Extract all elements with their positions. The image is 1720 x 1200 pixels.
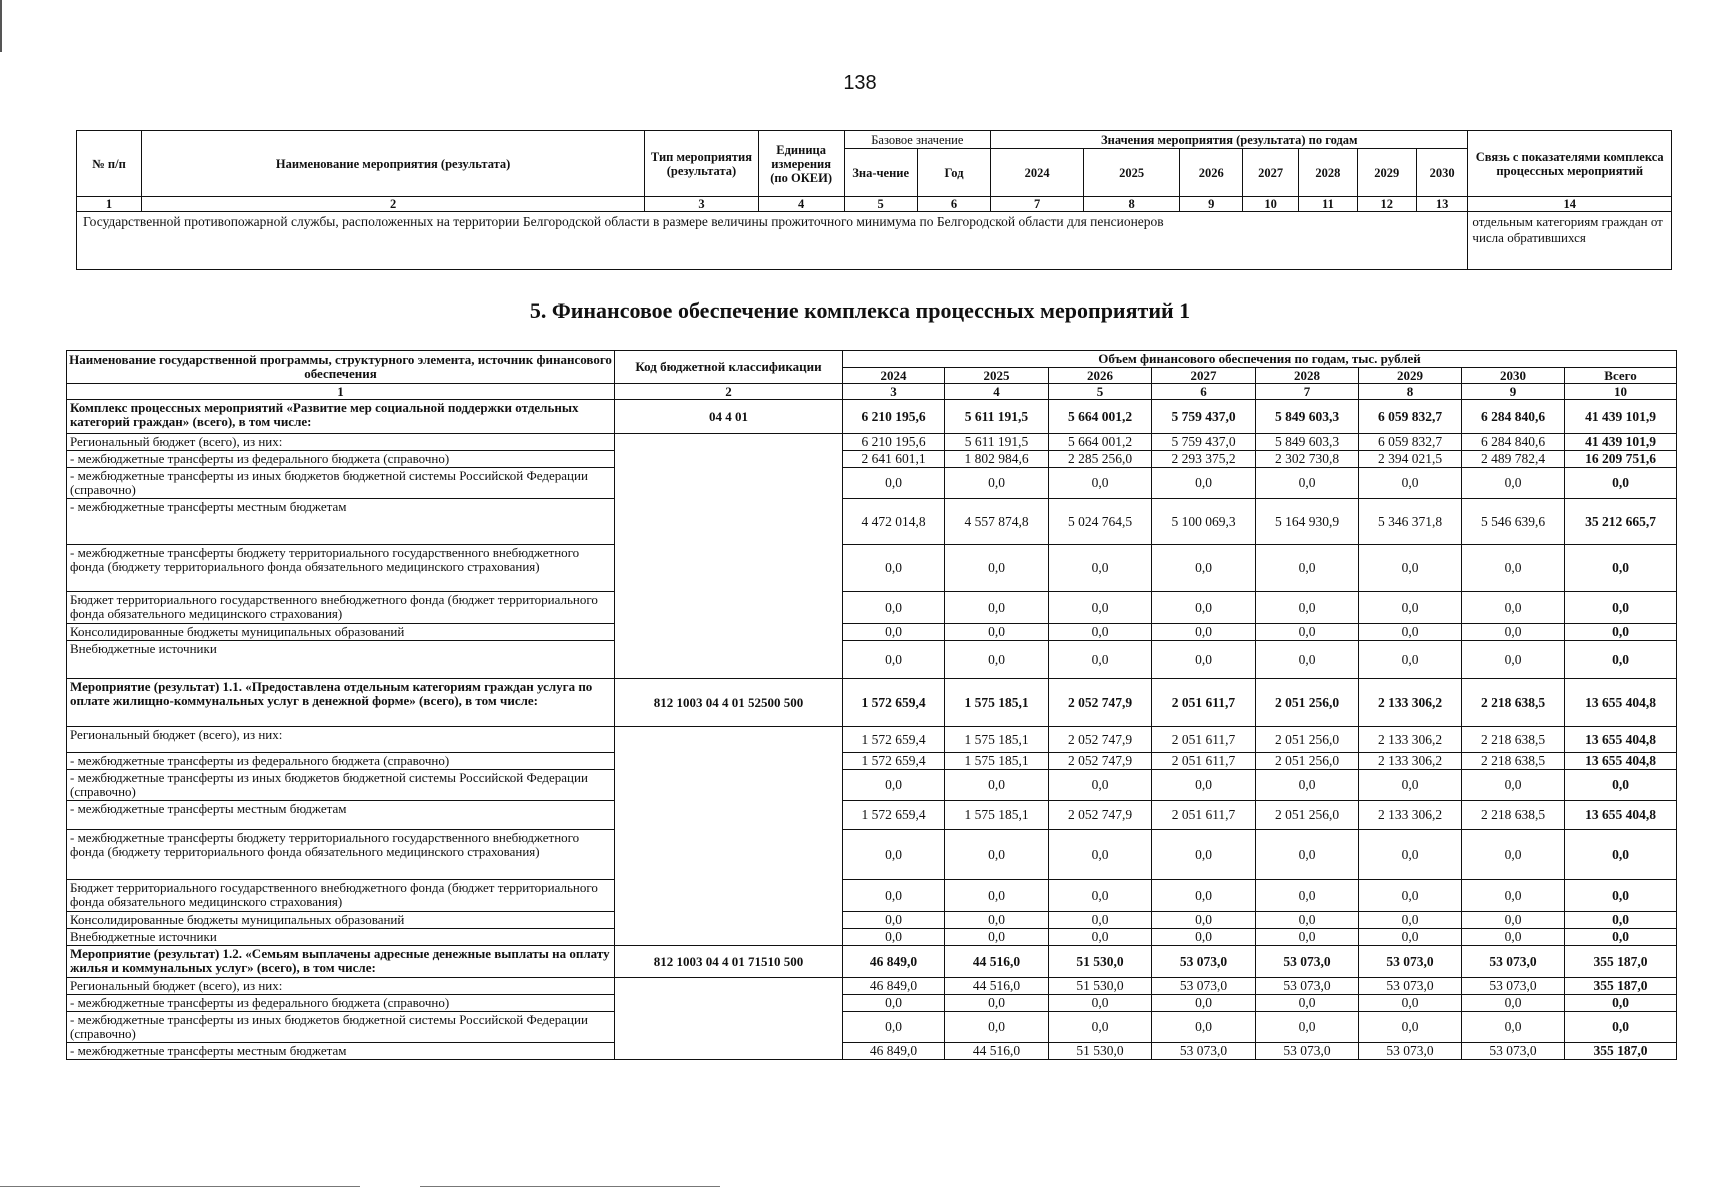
table-row xyxy=(67,1043,1677,1060)
value-cell: 0,0 xyxy=(1359,830,1462,880)
value-cell: 0,0 xyxy=(945,912,1049,929)
value-cell: 0,0 xyxy=(1359,468,1462,499)
header-year: 2027 xyxy=(1152,368,1256,384)
header-volume: Объем финансового обеспечения по годам, тыс. рублей xyxy=(843,351,1677,368)
column-number: 7 xyxy=(1256,384,1359,400)
value-cell: 0,0 xyxy=(1049,880,1152,912)
total-cell: 355 187,0 xyxy=(1565,978,1677,995)
value-cell: 2 218 638,5 xyxy=(1462,679,1565,727)
value-cell: 0,0 xyxy=(1152,995,1256,1012)
value-cell: 0,0 xyxy=(843,912,945,929)
row-name: Консолидированные бюджеты муниципальных образований xyxy=(67,624,615,641)
continuation-link: отдельным категориям граждан от числа обратившихся xyxy=(1468,212,1672,270)
value-cell: 0,0 xyxy=(945,592,1049,624)
row-name: - межбюджетные трансферты местным бюджетам xyxy=(67,801,615,830)
value-cell: 1 572 659,4 xyxy=(843,679,945,727)
value-cell: 4 472 014,8 xyxy=(843,499,945,545)
value-cell: 0,0 xyxy=(1049,468,1152,499)
value-cell: 0,0 xyxy=(1049,592,1152,624)
total-cell: 16 209 751,6 xyxy=(1565,451,1677,468)
value-cell: 2 133 306,2 xyxy=(1359,801,1462,830)
value-cell: 0,0 xyxy=(1359,995,1462,1012)
value-cell: 53 073,0 xyxy=(1256,1043,1359,1060)
row-name: - межбюджетные трансферты бюджету территориального государственного внебюджетного фонда (бюджету территориального фонда обязательного медицинского страхования) xyxy=(67,830,615,880)
total-cell: 0,0 xyxy=(1565,770,1677,801)
header-year: 2026 xyxy=(1180,149,1243,197)
value-cell: 0,0 xyxy=(843,545,945,592)
column-number: 2 xyxy=(142,197,645,212)
value-cell: 0,0 xyxy=(1256,545,1359,592)
value-cell: 0,0 xyxy=(945,1012,1049,1043)
value-cell: 0,0 xyxy=(1256,641,1359,679)
column-number: 1 xyxy=(67,384,615,400)
value-cell: 2 052 747,9 xyxy=(1049,801,1152,830)
value-cell: 51 530,0 xyxy=(1049,1043,1152,1060)
value-cell: 53 073,0 xyxy=(1256,946,1359,978)
value-cell: 0,0 xyxy=(1152,770,1256,801)
value-cell: 0,0 xyxy=(1256,1012,1359,1043)
value-cell: 2 051 611,7 xyxy=(1152,801,1256,830)
total-cell: 0,0 xyxy=(1565,929,1677,946)
table-row-activity xyxy=(67,679,1677,727)
budget-code: 04 4 01 xyxy=(615,400,843,434)
value-cell: 6 210 195,6 xyxy=(843,434,945,451)
page-number: 138 xyxy=(843,72,877,94)
value-cell: 0,0 xyxy=(843,624,945,641)
column-number: 10 xyxy=(1565,384,1677,400)
value-cell: 0,0 xyxy=(1462,641,1565,679)
value-cell: 0,0 xyxy=(1152,912,1256,929)
value-cell: 1 575 185,1 xyxy=(945,679,1049,727)
value-cell: 0,0 xyxy=(945,468,1049,499)
column-number: 8 xyxy=(1084,197,1180,212)
column-number: 4 xyxy=(758,197,844,212)
value-cell: 0,0 xyxy=(1462,624,1565,641)
header-type: Тип мероприятия (результата) xyxy=(645,131,759,197)
row-name: Внебюджетные источники xyxy=(67,641,615,679)
value-cell: 2 052 747,9 xyxy=(1049,679,1152,727)
value-cell: 2 133 306,2 xyxy=(1359,753,1462,770)
header-year: 2028 xyxy=(1298,149,1357,197)
budget-code: 812 1003 04 4 01 71510 500 xyxy=(615,946,843,978)
header-year: 2024 xyxy=(991,149,1084,197)
column-number: 5 xyxy=(844,197,917,212)
row-name: - межбюджетные трансферты местным бюджетам xyxy=(67,499,615,545)
value-cell: 46 849,0 xyxy=(843,1043,945,1060)
row-name: - межбюджетные трансферты из федерального бюджета (справочно) xyxy=(67,995,615,1012)
value-cell: 0,0 xyxy=(945,830,1049,880)
table-row xyxy=(67,499,1677,545)
value-cell: 0,0 xyxy=(1462,830,1565,880)
row-name: Региональный бюджет (всего), из них: xyxy=(67,727,615,753)
value-cell: 2 302 730,8 xyxy=(1256,451,1359,468)
value-cell: 0,0 xyxy=(1462,995,1565,1012)
value-cell: 0,0 xyxy=(1256,830,1359,880)
value-cell: 1 802 984,6 xyxy=(945,451,1049,468)
row-name: Региональный бюджет (всего), из них: xyxy=(67,434,615,451)
value-cell: 0,0 xyxy=(1152,592,1256,624)
total-cell: 0,0 xyxy=(1565,545,1677,592)
value-cell: 51 530,0 xyxy=(1049,946,1152,978)
value-cell: 0,0 xyxy=(1359,624,1462,641)
value-cell: 2 489 782,4 xyxy=(1462,451,1565,468)
total-cell: 13 655 404,8 xyxy=(1565,727,1677,753)
header-year: 2026 xyxy=(1049,368,1152,384)
value-cell: 46 849,0 xyxy=(843,946,945,978)
value-cell: 0,0 xyxy=(843,641,945,679)
value-cell: 2 052 747,9 xyxy=(1049,753,1152,770)
column-number: 1 xyxy=(77,197,142,212)
value-cell: 5 759 437,0 xyxy=(1152,434,1256,451)
value-cell: 0,0 xyxy=(1152,641,1256,679)
value-cell: 0,0 xyxy=(1152,624,1256,641)
value-cell: 0,0 xyxy=(945,880,1049,912)
value-cell: 44 516,0 xyxy=(945,978,1049,995)
column-number: 10 xyxy=(1243,197,1299,212)
value-cell: 53 073,0 xyxy=(1359,1043,1462,1060)
results-table xyxy=(76,130,1672,270)
value-cell: 5 664 001,2 xyxy=(1049,400,1152,434)
value-cell: 0,0 xyxy=(1462,929,1565,946)
value-cell: 0,0 xyxy=(1462,880,1565,912)
header-year: 2027 xyxy=(1243,149,1299,197)
column-number: 9 xyxy=(1462,384,1565,400)
table-row xyxy=(67,545,1677,592)
value-cell: 0,0 xyxy=(1152,880,1256,912)
header-base-value: Зна-чение xyxy=(844,149,917,197)
value-cell: 44 516,0 xyxy=(945,946,1049,978)
column-number: 2 xyxy=(615,384,843,400)
column-number: 12 xyxy=(1357,197,1416,212)
value-cell: 0,0 xyxy=(1256,770,1359,801)
value-cell: 5 546 639,6 xyxy=(1462,499,1565,545)
value-cell: 2 051 611,7 xyxy=(1152,679,1256,727)
table-row xyxy=(67,727,1677,753)
total-cell: 35 212 665,7 xyxy=(1565,499,1677,545)
value-cell: 2 051 256,0 xyxy=(1256,679,1359,727)
value-cell: 0,0 xyxy=(945,995,1049,1012)
table-row xyxy=(67,830,1677,880)
value-cell: 0,0 xyxy=(1462,592,1565,624)
value-cell: 53 073,0 xyxy=(1462,946,1565,978)
footer-rule xyxy=(0,1186,360,1187)
table-row xyxy=(67,880,1677,912)
value-cell: 0,0 xyxy=(843,770,945,801)
value-cell: 0,0 xyxy=(945,545,1049,592)
column-number: 4 xyxy=(945,384,1049,400)
value-cell: 2 218 638,5 xyxy=(1462,753,1565,770)
value-cell: 0,0 xyxy=(1049,995,1152,1012)
value-cell: 0,0 xyxy=(843,995,945,1012)
table-row xyxy=(67,1012,1677,1043)
value-cell: 0,0 xyxy=(1049,770,1152,801)
value-cell: 6 210 195,6 xyxy=(843,400,945,434)
value-cell: 1 572 659,4 xyxy=(843,801,945,830)
column-number: 6 xyxy=(1152,384,1256,400)
value-cell: 0,0 xyxy=(1049,1012,1152,1043)
header-year: 2029 xyxy=(1357,149,1416,197)
column-number: 3 xyxy=(843,384,945,400)
value-cell: 0,0 xyxy=(1462,770,1565,801)
value-cell: 0,0 xyxy=(1152,929,1256,946)
table-row-activity xyxy=(67,400,1677,434)
header-name: Наименование мероприятия (результата) xyxy=(142,131,645,197)
column-number: 7 xyxy=(991,197,1084,212)
value-cell: 1 575 185,1 xyxy=(945,727,1049,753)
table-row xyxy=(67,753,1677,770)
total-cell: 41 439 101,9 xyxy=(1565,400,1677,434)
value-cell: 0,0 xyxy=(1256,624,1359,641)
column-number: 8 xyxy=(1359,384,1462,400)
value-cell: 53 073,0 xyxy=(1256,978,1359,995)
financing-table xyxy=(66,350,1677,1060)
value-cell: 6 284 840,6 xyxy=(1462,434,1565,451)
value-cell: 53 073,0 xyxy=(1152,978,1256,995)
column-number: 9 xyxy=(1180,197,1243,212)
value-cell: 0,0 xyxy=(1462,912,1565,929)
value-cell: 0,0 xyxy=(1462,545,1565,592)
table-row xyxy=(67,978,1677,995)
header-year: 2028 xyxy=(1256,368,1359,384)
value-cell: 5 664 001,2 xyxy=(1049,434,1152,451)
value-cell: 0,0 xyxy=(1256,929,1359,946)
row-name: Региональный бюджет (всего), из них: xyxy=(67,978,615,995)
value-cell: 0,0 xyxy=(843,929,945,946)
value-cell: 2 051 611,7 xyxy=(1152,727,1256,753)
value-cell: 2 051 256,0 xyxy=(1256,727,1359,753)
column-number: 11 xyxy=(1298,197,1357,212)
budget-code-empty xyxy=(615,434,843,679)
value-cell: 1 575 185,1 xyxy=(945,753,1049,770)
value-cell: 0,0 xyxy=(843,830,945,880)
header-year: 2025 xyxy=(945,368,1049,384)
value-cell: 0,0 xyxy=(1359,592,1462,624)
row-name: - межбюджетные трансферты бюджету территориального государственного внебюджетного фонда (бюджету территориального фонда обязательного медицинского страхования) xyxy=(67,545,615,592)
table-row xyxy=(67,434,1677,451)
value-cell: 53 073,0 xyxy=(1359,978,1462,995)
row-name: Консолидированные бюджеты муниципальных образований xyxy=(67,912,615,929)
header-unit: Единица измерения (по ОКЕИ) xyxy=(758,131,844,197)
value-cell: 0,0 xyxy=(1152,1012,1256,1043)
value-cell: 0,0 xyxy=(1049,912,1152,929)
header-name: Наименование государственной программы, структурного элемента, источник финансового обеспечения xyxy=(67,351,615,384)
total-cell: 13 655 404,8 xyxy=(1565,753,1677,770)
value-cell: 53 073,0 xyxy=(1359,946,1462,978)
value-cell: 5 164 930,9 xyxy=(1256,499,1359,545)
value-cell: 0,0 xyxy=(1462,1012,1565,1043)
total-cell: 0,0 xyxy=(1565,592,1677,624)
value-cell: 5 024 764,5 xyxy=(1049,499,1152,545)
value-cell: 0,0 xyxy=(1256,592,1359,624)
header-link: Связь с показателями комплекса процессных мероприятий xyxy=(1468,131,1672,197)
table-row xyxy=(67,801,1677,830)
row-name: - межбюджетные трансферты из иных бюджетов бюджетной системы Российской Федерации (справочно) xyxy=(67,1012,615,1043)
table-row xyxy=(67,624,1677,641)
value-cell: 53 073,0 xyxy=(1462,978,1565,995)
value-cell: 0,0 xyxy=(1152,830,1256,880)
column-number: 13 xyxy=(1416,197,1468,212)
value-cell: 0,0 xyxy=(1049,624,1152,641)
value-cell: 0,0 xyxy=(1256,912,1359,929)
value-cell: 5 346 371,8 xyxy=(1359,499,1462,545)
row-name: - межбюджетные трансферты из федерального бюджета (справочно) xyxy=(67,753,615,770)
value-cell: 0,0 xyxy=(945,641,1049,679)
row-name: Мероприятие (результат) 1.1. «Предоставлена отдельным категориям граждан услуга по оплате жилищно-коммунальных услуг в денежной форме» (всего), в том числе: xyxy=(67,679,615,727)
value-cell: 0,0 xyxy=(1256,468,1359,499)
scan-edge-line xyxy=(0,0,2,52)
header-total: Всего xyxy=(1565,368,1677,384)
value-cell: 2 641 601,1 xyxy=(843,451,945,468)
column-number: 6 xyxy=(917,197,990,212)
value-cell: 5 611 191,5 xyxy=(945,400,1049,434)
value-cell: 0,0 xyxy=(1359,1012,1462,1043)
value-cell: 0,0 xyxy=(1359,770,1462,801)
value-cell: 0,0 xyxy=(945,929,1049,946)
value-cell: 0,0 xyxy=(1256,995,1359,1012)
value-cell: 0,0 xyxy=(1359,545,1462,592)
total-cell: 0,0 xyxy=(1565,468,1677,499)
table-row xyxy=(67,995,1677,1012)
table-row xyxy=(67,451,1677,468)
header-values-by-year: Значения мероприятия (результата) по годам xyxy=(991,131,1468,149)
value-cell: 2 293 375,2 xyxy=(1152,451,1256,468)
value-cell: 0,0 xyxy=(945,770,1049,801)
value-cell: 5 100 069,3 xyxy=(1152,499,1256,545)
value-cell: 4 557 874,8 xyxy=(945,499,1049,545)
value-cell: 46 849,0 xyxy=(843,978,945,995)
value-cell: 0,0 xyxy=(843,1012,945,1043)
budget-code: 812 1003 04 4 01 52500 500 xyxy=(615,679,843,727)
value-cell: 1 575 185,1 xyxy=(945,801,1049,830)
value-cell: 2 051 611,7 xyxy=(1152,753,1256,770)
value-cell: 6 284 840,6 xyxy=(1462,400,1565,434)
value-cell: 0,0 xyxy=(1462,468,1565,499)
table-row xyxy=(67,770,1677,801)
value-cell: 53 073,0 xyxy=(1152,946,1256,978)
value-cell: 1 572 659,4 xyxy=(843,753,945,770)
row-name: - межбюджетные трансферты из иных бюджетов бюджетной системы Российской Федерации (справочно) xyxy=(67,468,615,499)
header-year: 2030 xyxy=(1462,368,1565,384)
value-cell: 6 059 832,7 xyxy=(1359,434,1462,451)
value-cell: 0,0 xyxy=(843,592,945,624)
row-name: Мероприятие (результат) 1.2. «Семьям выплачены адресные денежные выплаты на оплату жилья и коммунальных услуг» (всего), в том числе: xyxy=(67,946,615,978)
total-cell: 355 187,0 xyxy=(1565,1043,1677,1060)
column-number-row xyxy=(67,384,1677,400)
row-name: - межбюджетные трансферты из федерального бюджета (справочно) xyxy=(67,451,615,468)
value-cell: 5 849 603,3 xyxy=(1256,434,1359,451)
table-row xyxy=(67,468,1677,499)
value-cell: 0,0 xyxy=(1256,880,1359,912)
value-cell: 0,0 xyxy=(1152,468,1256,499)
value-cell: 2 218 638,5 xyxy=(1462,801,1565,830)
value-cell: 0,0 xyxy=(1049,641,1152,679)
header-base-year: Год xyxy=(917,149,990,197)
column-number: 14 xyxy=(1468,197,1672,212)
table-row xyxy=(67,929,1677,946)
total-cell: 355 187,0 xyxy=(1565,946,1677,978)
header-year: 2025 xyxy=(1084,149,1180,197)
total-cell: 0,0 xyxy=(1565,624,1677,641)
value-cell: 2 051 256,0 xyxy=(1256,753,1359,770)
total-cell: 0,0 xyxy=(1565,995,1677,1012)
footer-rule xyxy=(420,1186,720,1187)
table-row xyxy=(67,592,1677,624)
table-row-activity xyxy=(67,946,1677,978)
row-name: Бюджет территориального государственного внебюджетного фонда (бюджет территориального фонда обязательного медицинского страхования) xyxy=(67,880,615,912)
value-cell: 2 133 306,2 xyxy=(1359,727,1462,753)
total-cell: 0,0 xyxy=(1565,641,1677,679)
header-year: 2029 xyxy=(1359,368,1462,384)
row-name: - межбюджетные трансферты из иных бюджетов бюджетной системы Российской Федерации (справочно) xyxy=(67,770,615,801)
total-cell: 0,0 xyxy=(1565,1012,1677,1043)
value-cell: 5 849 603,3 xyxy=(1256,400,1359,434)
table-row xyxy=(67,912,1677,929)
header-year: 2024 xyxy=(843,368,945,384)
value-cell: 2 285 256,0 xyxy=(1049,451,1152,468)
total-cell: 0,0 xyxy=(1565,880,1677,912)
row-name: Комплекс процессных мероприятий «Развитие мер социальной поддержки отдельных категорий граждан» (всего), в том числе: xyxy=(67,400,615,434)
value-cell: 53 073,0 xyxy=(1462,1043,1565,1060)
header-code: Код бюджетной классификации xyxy=(615,351,843,384)
total-cell: 13 655 404,8 xyxy=(1565,801,1677,830)
value-cell: 2 133 306,2 xyxy=(1359,679,1462,727)
total-cell: 0,0 xyxy=(1565,830,1677,880)
value-cell: 0,0 xyxy=(1049,830,1152,880)
table-row xyxy=(67,641,1677,679)
value-cell: 51 530,0 xyxy=(1049,978,1152,995)
total-cell: 13 655 404,8 xyxy=(1565,679,1677,727)
value-cell: 6 059 832,7 xyxy=(1359,400,1462,434)
value-cell: 0,0 xyxy=(1152,545,1256,592)
continuation-text: Государственной противопожарной службы, расположенных на территории Белгородской области в размере величины прожиточного минимума по Белгородской области для пенсионеров xyxy=(77,212,1468,270)
value-cell: 5 759 437,0 xyxy=(1152,400,1256,434)
header-year: 2030 xyxy=(1416,149,1468,197)
header-base: Базовое значение xyxy=(844,131,991,149)
total-cell: 41 439 101,9 xyxy=(1565,434,1677,451)
value-cell: 0,0 xyxy=(945,624,1049,641)
value-cell: 2 218 638,5 xyxy=(1462,727,1565,753)
value-cell: 53 073,0 xyxy=(1152,1043,1256,1060)
value-cell: 0,0 xyxy=(843,468,945,499)
value-cell: 5 611 191,5 xyxy=(945,434,1049,451)
total-cell: 0,0 xyxy=(1565,912,1677,929)
row-name: Бюджет территориального государственного внебюджетного фонда (бюджет территориального фонда обязательного медицинского страхования) xyxy=(67,592,615,624)
value-cell: 2 394 021,5 xyxy=(1359,451,1462,468)
budget-code-empty xyxy=(615,978,843,1060)
column-number: 3 xyxy=(645,197,759,212)
value-cell: 0,0 xyxy=(1359,880,1462,912)
value-cell: 2 051 256,0 xyxy=(1256,801,1359,830)
row-name: - межбюджетные трансферты местным бюджетам xyxy=(67,1043,615,1060)
value-cell: 0,0 xyxy=(1359,929,1462,946)
value-cell: 0,0 xyxy=(1359,912,1462,929)
section-title: 5. Финансовое обеспечение комплекса процессных мероприятий 1 xyxy=(529,298,1191,323)
value-cell: 0,0 xyxy=(843,880,945,912)
column-number: 5 xyxy=(1049,384,1152,400)
value-cell: 0,0 xyxy=(1359,641,1462,679)
value-cell: 0,0 xyxy=(1049,929,1152,946)
value-cell: 0,0 xyxy=(1049,545,1152,592)
budget-code-empty xyxy=(615,727,843,946)
value-cell: 2 052 747,9 xyxy=(1049,727,1152,753)
value-cell: 1 572 659,4 xyxy=(843,727,945,753)
value-cell: 44 516,0 xyxy=(945,1043,1049,1060)
row-name: Внебюджетные источники xyxy=(67,929,615,946)
header-num: № п/п xyxy=(77,131,142,197)
column-number-row xyxy=(77,197,1672,212)
